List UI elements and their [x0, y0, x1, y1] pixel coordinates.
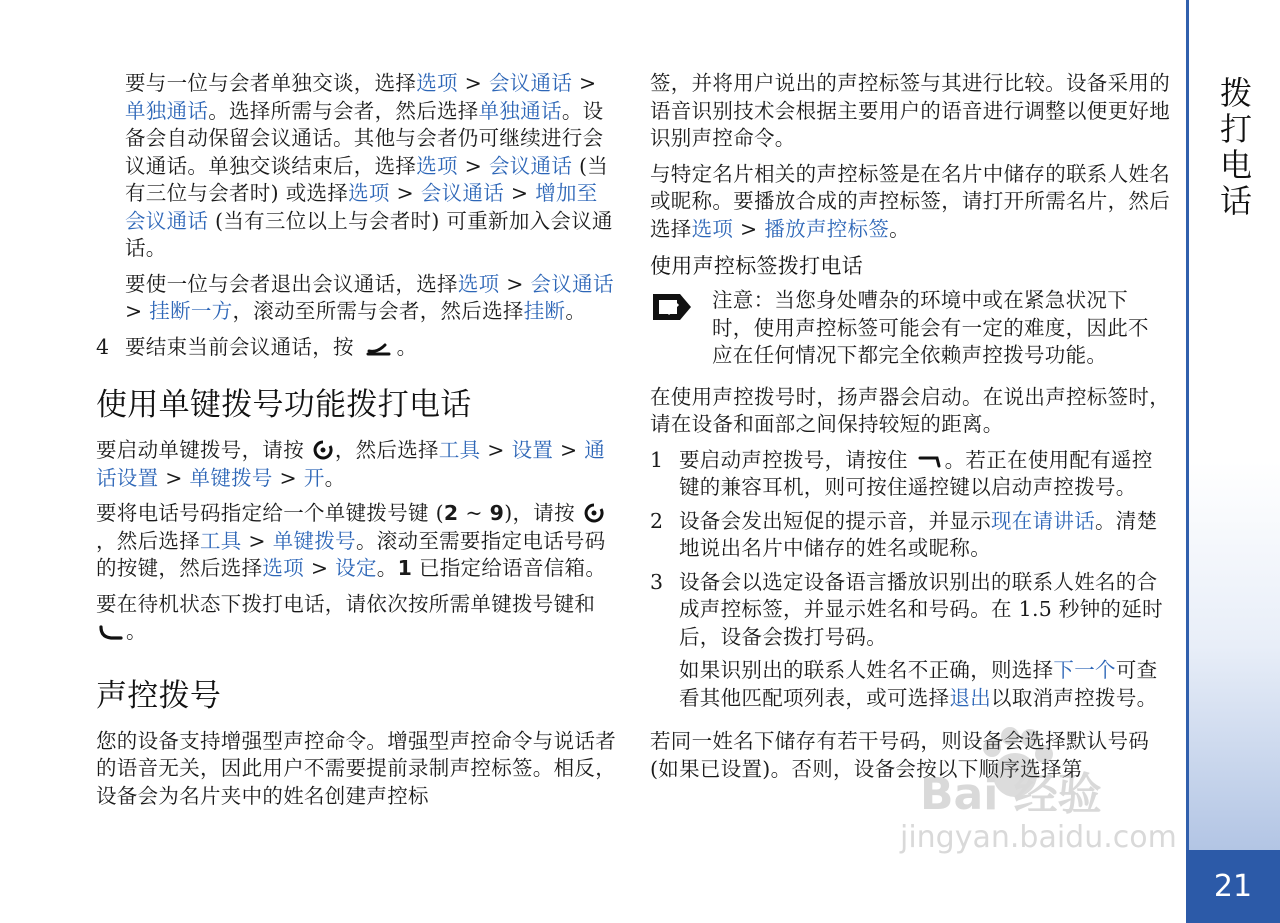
step-text	[679, 448, 1153, 500]
menu-path-link: 工具	[200, 528, 242, 553]
paragraph-enable-speed-dial	[96, 437, 618, 492]
text-run: 设备会以选定设备语言播放识别出的联系人姓名的合成声控标签，并显示姓名和号码。在 1.5 秒钟的延时后，设备会拨打号码。	[679, 569, 1163, 649]
menu-path-link: 选项	[691, 216, 734, 241]
text-run: >	[457, 71, 489, 95]
note-text: 注意：当您身处嘈杂的环境中或在紧急状况下时，使用声控标签可能会有一定的难度，因此不应在任何情况下都完全依赖声控拨号功能。	[712, 288, 1149, 367]
menu-path-link: 开	[303, 465, 325, 490]
paragraph-assign-speed-dial	[96, 500, 618, 583]
menu-path-link: 退出	[949, 685, 992, 710]
text-run: >	[125, 299, 150, 323]
text-run: 。	[889, 216, 910, 241]
text-run: >	[553, 438, 585, 462]
menu-path-link: 单键拨号	[272, 528, 356, 553]
text-run: 。清楚地说出名片中储存的姓名或昵称。	[679, 508, 1158, 560]
paragraph-voice-compare: 签，并将用户说出的声控标签与其进行比较。设备采用的语音识别技术会根据主要用户的语音进行调整以便更好地识别声控命令。	[650, 71, 1170, 150]
menu-key-icon	[313, 440, 333, 460]
text-run: 可查看其他匹配项列表，或可选择	[679, 658, 1158, 710]
watermark-line2: jingyan.baidu.com	[900, 820, 1177, 855]
voice-dial-step	[650, 508, 1170, 563]
number-key: 1	[397, 556, 413, 580]
menu-path-link: 挂断	[523, 299, 566, 323]
right-column	[650, 70, 1170, 791]
step-number: 4	[96, 334, 110, 359]
paragraph-multiple-numbers: 若同一姓名下储存有若干号码，则设备会选择默认号码 (如果已设置)。否则，设备会按以下顺序选择第	[650, 729, 1150, 781]
text-run: 要启动单键拨号，请按	[96, 438, 311, 462]
text-run: 要启动声控拨号，请按住	[679, 447, 915, 472]
text-run: (当有三位与会者时) 或选择	[125, 153, 609, 205]
text-run: 如果识别出的联系人姓名不正确，则选择	[679, 658, 1054, 682]
paragraph-voice-tag-contact	[650, 161, 1170, 244]
text-run: >	[457, 153, 489, 178]
heading-voice-dialing: 声控拨号	[96, 677, 222, 714]
menu-path-link: 单独通话	[125, 98, 209, 123]
note-box	[650, 287, 1170, 370]
text-run: 要将电话号码指定给一个单键拨号键 (	[96, 501, 444, 525]
menu-path-link: 选项	[457, 271, 500, 296]
text-run: 。	[324, 465, 346, 490]
text-run: (当有三位以上与会者时) 可重新加入会议通话。	[125, 208, 613, 260]
text-run: )，请按	[504, 501, 582, 525]
text-run: ，然后选择	[334, 438, 439, 462]
watermark-line1: Bai 经验	[920, 769, 1102, 820]
paragraph-private-call	[96, 70, 618, 263]
voice-dial-step	[650, 569, 1170, 652]
text-run: 。若正在使用配有遥控键的兼容耳机，则可按住遥控键以启动声控拨号。	[679, 447, 1153, 499]
text-run: >	[504, 181, 536, 205]
page-number: 21	[1186, 850, 1280, 923]
text-run: 。滚动至需要指定电话号码的按键，然后选择	[96, 528, 606, 580]
menu-path-link: 通话设置	[96, 438, 606, 490]
menu-path-link: 选项	[262, 556, 305, 580]
menu-path-link: 下一个	[1053, 658, 1116, 682]
text-run: >	[272, 465, 304, 490]
heading-call-with-voice-tag: 使用声控标签拨打电话	[650, 254, 863, 278]
step-number: 2	[650, 508, 664, 533]
menu-path-link: 会议通话	[488, 153, 573, 178]
paragraph-drop-participant	[96, 271, 618, 326]
menu-path-link: 现在请讲话	[991, 508, 1095, 533]
menu-path-link: 单独通话	[478, 98, 562, 123]
menu-path-link: 设定	[335, 556, 377, 580]
paragraph-dial-standby	[96, 591, 618, 646]
note-icon	[650, 291, 694, 323]
menu-path-link: 播放声控标签	[764, 216, 890, 241]
text-run: ~	[458, 501, 490, 525]
text-run: 以取消声控拨号。	[991, 685, 1158, 710]
step-text: 要结束当前会议通话，按	[125, 334, 354, 359]
menu-path-link: 挂断一方	[149, 299, 233, 323]
text-run: 要在待机状态下拨打电话，请依次按所需单键拨号键和	[96, 591, 596, 616]
text-run: 。	[565, 299, 587, 323]
text-run: >	[499, 271, 531, 296]
text-run: ，然后选择	[96, 528, 200, 553]
text-run: 。	[376, 556, 398, 580]
text-run: >	[733, 216, 765, 241]
menu-path-link: 单键拨号	[189, 465, 273, 490]
step-number: 3	[650, 569, 664, 594]
step-number: 1	[650, 447, 664, 472]
text-run: >	[389, 181, 421, 205]
text-run: >	[304, 556, 336, 580]
end-call-key-icon	[365, 338, 393, 356]
menu-path-link: 选项	[416, 71, 458, 95]
voice-dial-steps	[650, 447, 1170, 652]
chapter-title: 拨打电话	[1215, 76, 1253, 220]
paragraph-voice-intro: 您的设备支持增强型声控命令。增强型声控命令与说话者的语音无关，因此用户不需要提前录制声控标签。相反，设备会为名片夹中的姓名创建声控标	[96, 728, 616, 808]
text-run: 要使一位与会者退出会议通话，选择	[125, 271, 458, 296]
text-run: 与特定名片相关的声控标签是在名片中储存的联系人姓名或昵称。要播放合成的声控标签，请打开所需名片，然后选择	[650, 161, 1170, 241]
paragraph-speaker: 在使用声控拨号时，扬声器会启动。在说出声控标签时，请在设备和面部之间保持较短的距离。	[650, 384, 1170, 436]
voice-soft-key-icon	[917, 452, 943, 470]
text-run: 要与一位与会者单独交谈，选择	[125, 71, 417, 95]
text-run: >	[480, 438, 512, 462]
menu-path-link: 选项	[416, 153, 458, 178]
text-run: 已指定给语音信箱。	[412, 556, 607, 580]
menu-path-link: 增加至会议通话	[125, 181, 598, 233]
step-text	[679, 509, 1157, 561]
heading-speed-dial: 使用单键拨号功能拨打电话	[96, 387, 472, 423]
menu-key-icon	[584, 503, 604, 523]
text-run: >	[572, 71, 597, 95]
number-key: 9	[489, 501, 505, 525]
menu-path-link: 会议通话	[488, 71, 573, 95]
text-run: >	[241, 528, 273, 553]
text-run: >	[158, 465, 190, 490]
voice-dial-step	[650, 447, 1170, 502]
text-run: 设备会发出短促的提示音，并显示	[679, 508, 991, 533]
menu-path-link: 工具	[438, 438, 481, 462]
text-run: 。	[126, 619, 147, 643]
number-key: 2	[443, 501, 459, 525]
menu-path-link: 会议通话	[530, 271, 614, 296]
menu-path-link: 设置	[511, 438, 554, 462]
left-column	[96, 70, 618, 818]
text-run: 。选择所需与会者，然后选择	[208, 98, 479, 123]
menu-path-link: 选项	[348, 181, 390, 205]
step-text	[679, 570, 1163, 649]
call-key-icon	[98, 623, 124, 641]
step-end-punct: 。	[396, 334, 418, 359]
paragraph-wrong-name	[650, 657, 1170, 712]
text-run: ，滚动至所需与会者，然后选择	[232, 299, 524, 323]
step-end-conference	[96, 334, 618, 362]
menu-path-link: 会议通话	[420, 181, 505, 205]
text-run: 。设备会自动保留会议通话。其他与会者仍可继续进行会议通话。单独交谈结束后，选择	[125, 98, 604, 178]
